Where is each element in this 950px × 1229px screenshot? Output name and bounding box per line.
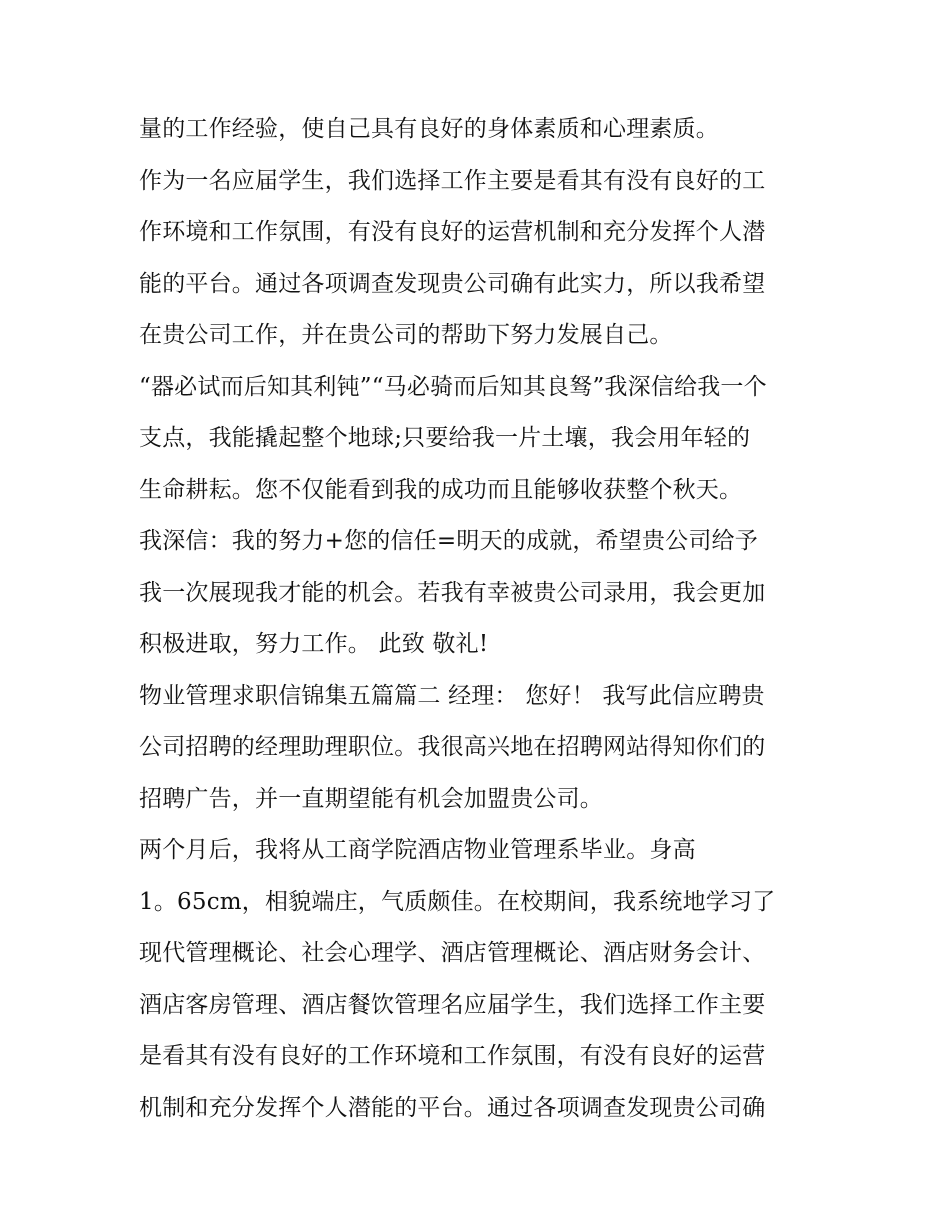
text-line: 机制和充分发挥个人潜能的平台。通过各项调查发现贵公司确	[139, 1094, 766, 1121]
body-text	[139, 104, 829, 1134]
text-line: 量的工作经验，使自己具有良好的身体素质和心理素质。	[139, 116, 719, 142]
text-line: 支点，我能撬起整个地球;只要给我一片土壤，我会用年轻的	[139, 425, 751, 451]
text-line: 作环境和工作氛围，有没有良好的运营机制和充分发挥个人潜	[139, 219, 766, 245]
text-line: 积极进取，努力工作。 此致 敬礼!	[139, 631, 489, 657]
text-line: 生命耕耘。您不仅能看到我的成功而且能够收获整个秋天。	[139, 476, 743, 503]
text-line: 我深信：我的努力+您的信任=明天的成就，希望贵公司给予	[139, 528, 758, 554]
text-line: 招聘广告，并一直期望能有机会加盟贵公司。	[139, 785, 603, 812]
text-line: 是看其有没有良好的工作环境和工作氛围，有没有良好的运营	[139, 1043, 766, 1069]
text-line: 公司招聘的经理助理职位。我很高兴地在招聘网站得知你们的	[139, 734, 766, 760]
text-line: 1。65cm，相貌端庄，气质颇佳。在校期间，我系统地学习了	[139, 888, 776, 915]
text-line: 作为一名应届学生，我们选择工作主要是看其有没有良好的工	[139, 167, 766, 194]
text-line: 在贵公司工作，并在贵公司的帮助下努力发展自己。	[139, 322, 673, 348]
text-line: 现代管理概论、社会心理学、酒店管理概论、酒店财务会计、	[139, 940, 766, 966]
text-line: 物业管理求职信锦集五篇篇二 经理： 您好！ 我写此信应聘贵	[139, 682, 765, 709]
text-line: 能的平台。通过各项调查发现贵公司确有此实力，所以我希望	[139, 270, 766, 297]
text-line: 酒店客房管理、酒店餐饮管理名应届学生，我们选择工作主要	[139, 991, 766, 1018]
text-line: “器必试而后知其利钝”“马必骑而后知其良驽”我深信给我一个	[139, 373, 767, 400]
text-line: 我一次展现我才能的机会。若我有幸被贵公司录用，我会更加	[139, 579, 766, 606]
text-line: 两个月后，我将从工商学院酒店物业管理系毕业。身高	[139, 837, 696, 863]
